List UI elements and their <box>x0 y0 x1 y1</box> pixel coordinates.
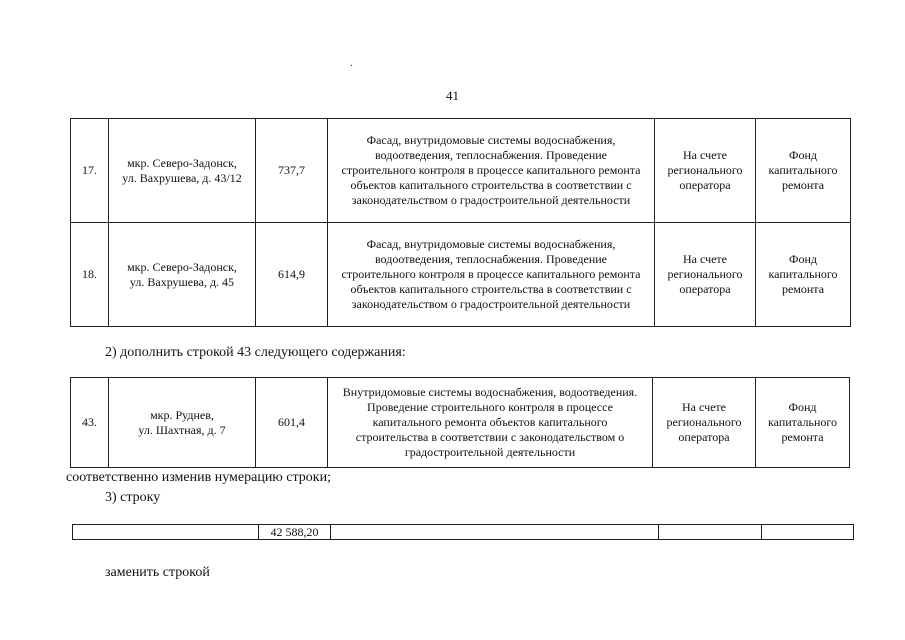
account-cell <box>653 378 756 468</box>
account-line: оператора <box>679 282 731 296</box>
empty-cell <box>762 525 854 540</box>
account-line: регионального <box>666 415 742 429</box>
works-line: строительного контроля в процессе капитального ремонта <box>341 267 641 281</box>
address-line: ул. Вахрушева, д. 43/12 <box>122 170 242 185</box>
account-line: На счете <box>682 148 727 162</box>
empty-cell <box>73 525 259 540</box>
account-line: регионального <box>667 267 743 281</box>
works-line: градостроительной деятельности <box>404 445 576 459</box>
renovation-table <box>70 118 851 327</box>
works-line: строительства в соответствии с законодательством о <box>355 430 625 444</box>
works-line: Внутридомовые системы водоснабжения, водоотведения. <box>342 385 638 399</box>
fund-cell <box>756 378 850 468</box>
table-row <box>71 223 851 327</box>
instruction-renumber: соответственно изменив нумерацию строки; <box>66 470 331 485</box>
fund-line: капитального <box>768 267 838 281</box>
fund-cell <box>756 119 851 223</box>
fund-line: ремонта <box>781 178 825 192</box>
account-cell <box>655 119 756 223</box>
fund-line: Фонд <box>788 148 817 162</box>
address-line: ул. Шахтная, д. 7 <box>138 422 226 437</box>
instruction-add-row: 2) дополнить строкой 43 следующего содержания: <box>105 345 406 360</box>
table-row <box>71 378 850 468</box>
works-line: законодательством о градостроительной деятельности <box>351 297 631 311</box>
address-line: мкр. Северо-Задонск, <box>127 155 237 170</box>
fund-line: Фонд <box>788 252 817 266</box>
works-line: объектов капитального строительства в соответствии с <box>350 282 632 296</box>
fund-cell <box>756 223 851 327</box>
works-line: Фасад, внутридомовые системы водоснабжения, <box>366 237 616 251</box>
works-line: строительного контроля в процессе капитального ремонта <box>341 163 641 177</box>
works-cell <box>328 378 653 468</box>
account-line: регионального <box>667 163 743 177</box>
instruction-row: 3) строку <box>105 490 161 505</box>
table-row <box>73 525 854 540</box>
address-line: ул. Вахрушева, д. 45 <box>129 274 235 289</box>
instruction-replace: заменить строкой <box>105 565 210 580</box>
works-line: Фасад, внутридомовые системы водоснабжения, <box>366 133 616 147</box>
account-line: На счете <box>681 400 726 414</box>
works-line: объектов капитального строительства в соответствии с <box>350 178 632 192</box>
account-line: На счете <box>682 252 727 266</box>
address-cell <box>109 119 256 223</box>
works-line: Проведение строительного контроля в процессе <box>367 400 613 414</box>
address-line: мкр. Руднев, <box>150 407 214 422</box>
empty-cell <box>659 525 762 540</box>
row-number: 18. <box>71 223 109 327</box>
page-number: 41 <box>446 88 459 103</box>
account-cell <box>655 223 756 327</box>
stray-mark: . <box>350 58 353 69</box>
works-line: водоотведения, теплоснабжения. Проведение <box>374 148 607 162</box>
fund-line: Фонд <box>788 400 817 414</box>
account-line: оператора <box>678 430 730 444</box>
table-row <box>71 119 851 223</box>
row-number: 43. <box>71 378 109 468</box>
address-cell <box>109 378 256 468</box>
works-line: капитального ремонта объектов капитального <box>372 415 608 429</box>
works-line: законодательством о градостроительной деятельности <box>351 193 631 207</box>
fund-line: капитального <box>768 163 838 177</box>
address-cell <box>109 223 256 327</box>
fund-line: ремонта <box>781 282 825 296</box>
fund-line: ремонта <box>781 430 824 444</box>
works-line: водоотведения, теплоснабжения. Проведение <box>374 252 607 266</box>
total-row-table <box>72 524 854 540</box>
area-cell: 614,9 <box>256 223 328 327</box>
total-area-cell: 42 588,20 <box>259 525 331 540</box>
account-line: оператора <box>679 178 731 192</box>
works-cell <box>328 223 655 327</box>
area-cell: 601,4 <box>256 378 328 468</box>
new-row-table <box>70 377 850 468</box>
row-number: 17. <box>71 119 109 223</box>
area-cell: 737,7 <box>256 119 328 223</box>
fund-line: капитального <box>768 415 837 429</box>
empty-cell <box>331 525 659 540</box>
works-cell <box>328 119 655 223</box>
address-line: мкр. Северо-Задонск, <box>127 259 237 274</box>
